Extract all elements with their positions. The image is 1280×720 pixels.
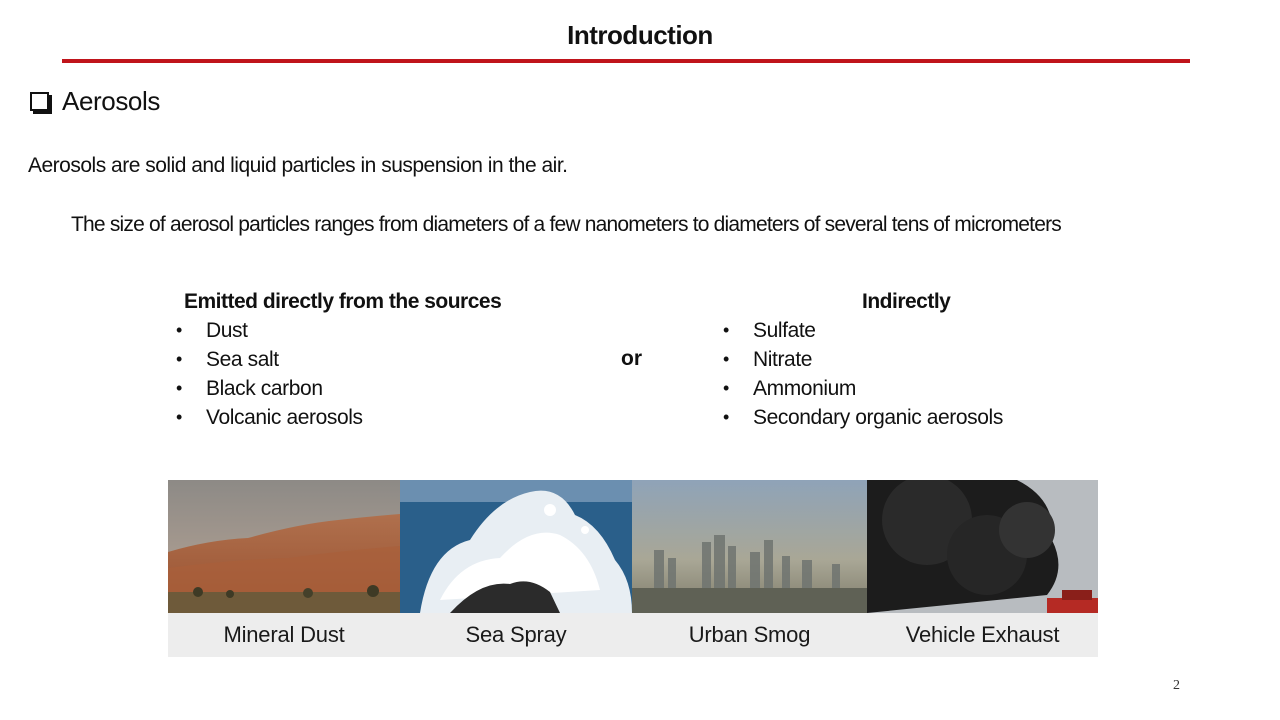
photo-urban-smog <box>632 480 867 657</box>
list-item: • Black carbon <box>176 374 363 403</box>
sea-spray-image <box>400 480 632 613</box>
list-item: • Sulfate <box>723 316 1003 345</box>
section-label: Aerosols <box>62 86 160 116</box>
vehicle-exhaust-image <box>867 480 1098 613</box>
list-item: • Dust <box>176 316 363 345</box>
section-heading <box>30 86 160 117</box>
caption-urban-smog: Urban Smog <box>632 613 867 657</box>
photo-vehicle-exhaust <box>867 480 1098 657</box>
or-connector: or <box>621 347 642 370</box>
definition-text: Aerosols are solid and liquid particles in suspension in the air. <box>28 154 568 177</box>
direct-sources-heading: Emitted directly from the sources <box>184 290 502 313</box>
size-range-text: The size of aerosol particles ranges from diameters of a few nanometers to diameters of several tens of micrometers <box>71 213 1061 236</box>
list-item: • Ammonium <box>723 374 1003 403</box>
title-underline <box>62 59 1190 63</box>
page-number: 2 <box>1173 678 1180 693</box>
list-item: • Nitrate <box>723 345 1003 374</box>
caption-mineral-dust: Mineral Dust <box>168 613 400 657</box>
indirect-sources-list <box>723 316 1003 432</box>
checkbox-bullet-icon <box>30 92 49 111</box>
caption-sea-spray: Sea Spray <box>400 613 632 657</box>
photo-mineral-dust <box>168 480 400 657</box>
aerosol-photo-strip <box>168 480 1098 657</box>
list-item: • Secondary organic aerosols <box>723 403 1003 432</box>
indirect-sources-heading: Indirectly <box>862 290 951 313</box>
list-item: • Volcanic aerosols <box>176 403 363 432</box>
dust-storm-image <box>168 480 400 613</box>
direct-sources-list <box>176 316 363 432</box>
urban-smog-image <box>632 480 867 613</box>
list-item: • Sea salt <box>176 345 363 374</box>
photo-sea-spray <box>400 480 632 657</box>
caption-vehicle-exhaust: Vehicle Exhaust <box>867 613 1098 657</box>
slide-title: Introduction <box>567 20 713 50</box>
